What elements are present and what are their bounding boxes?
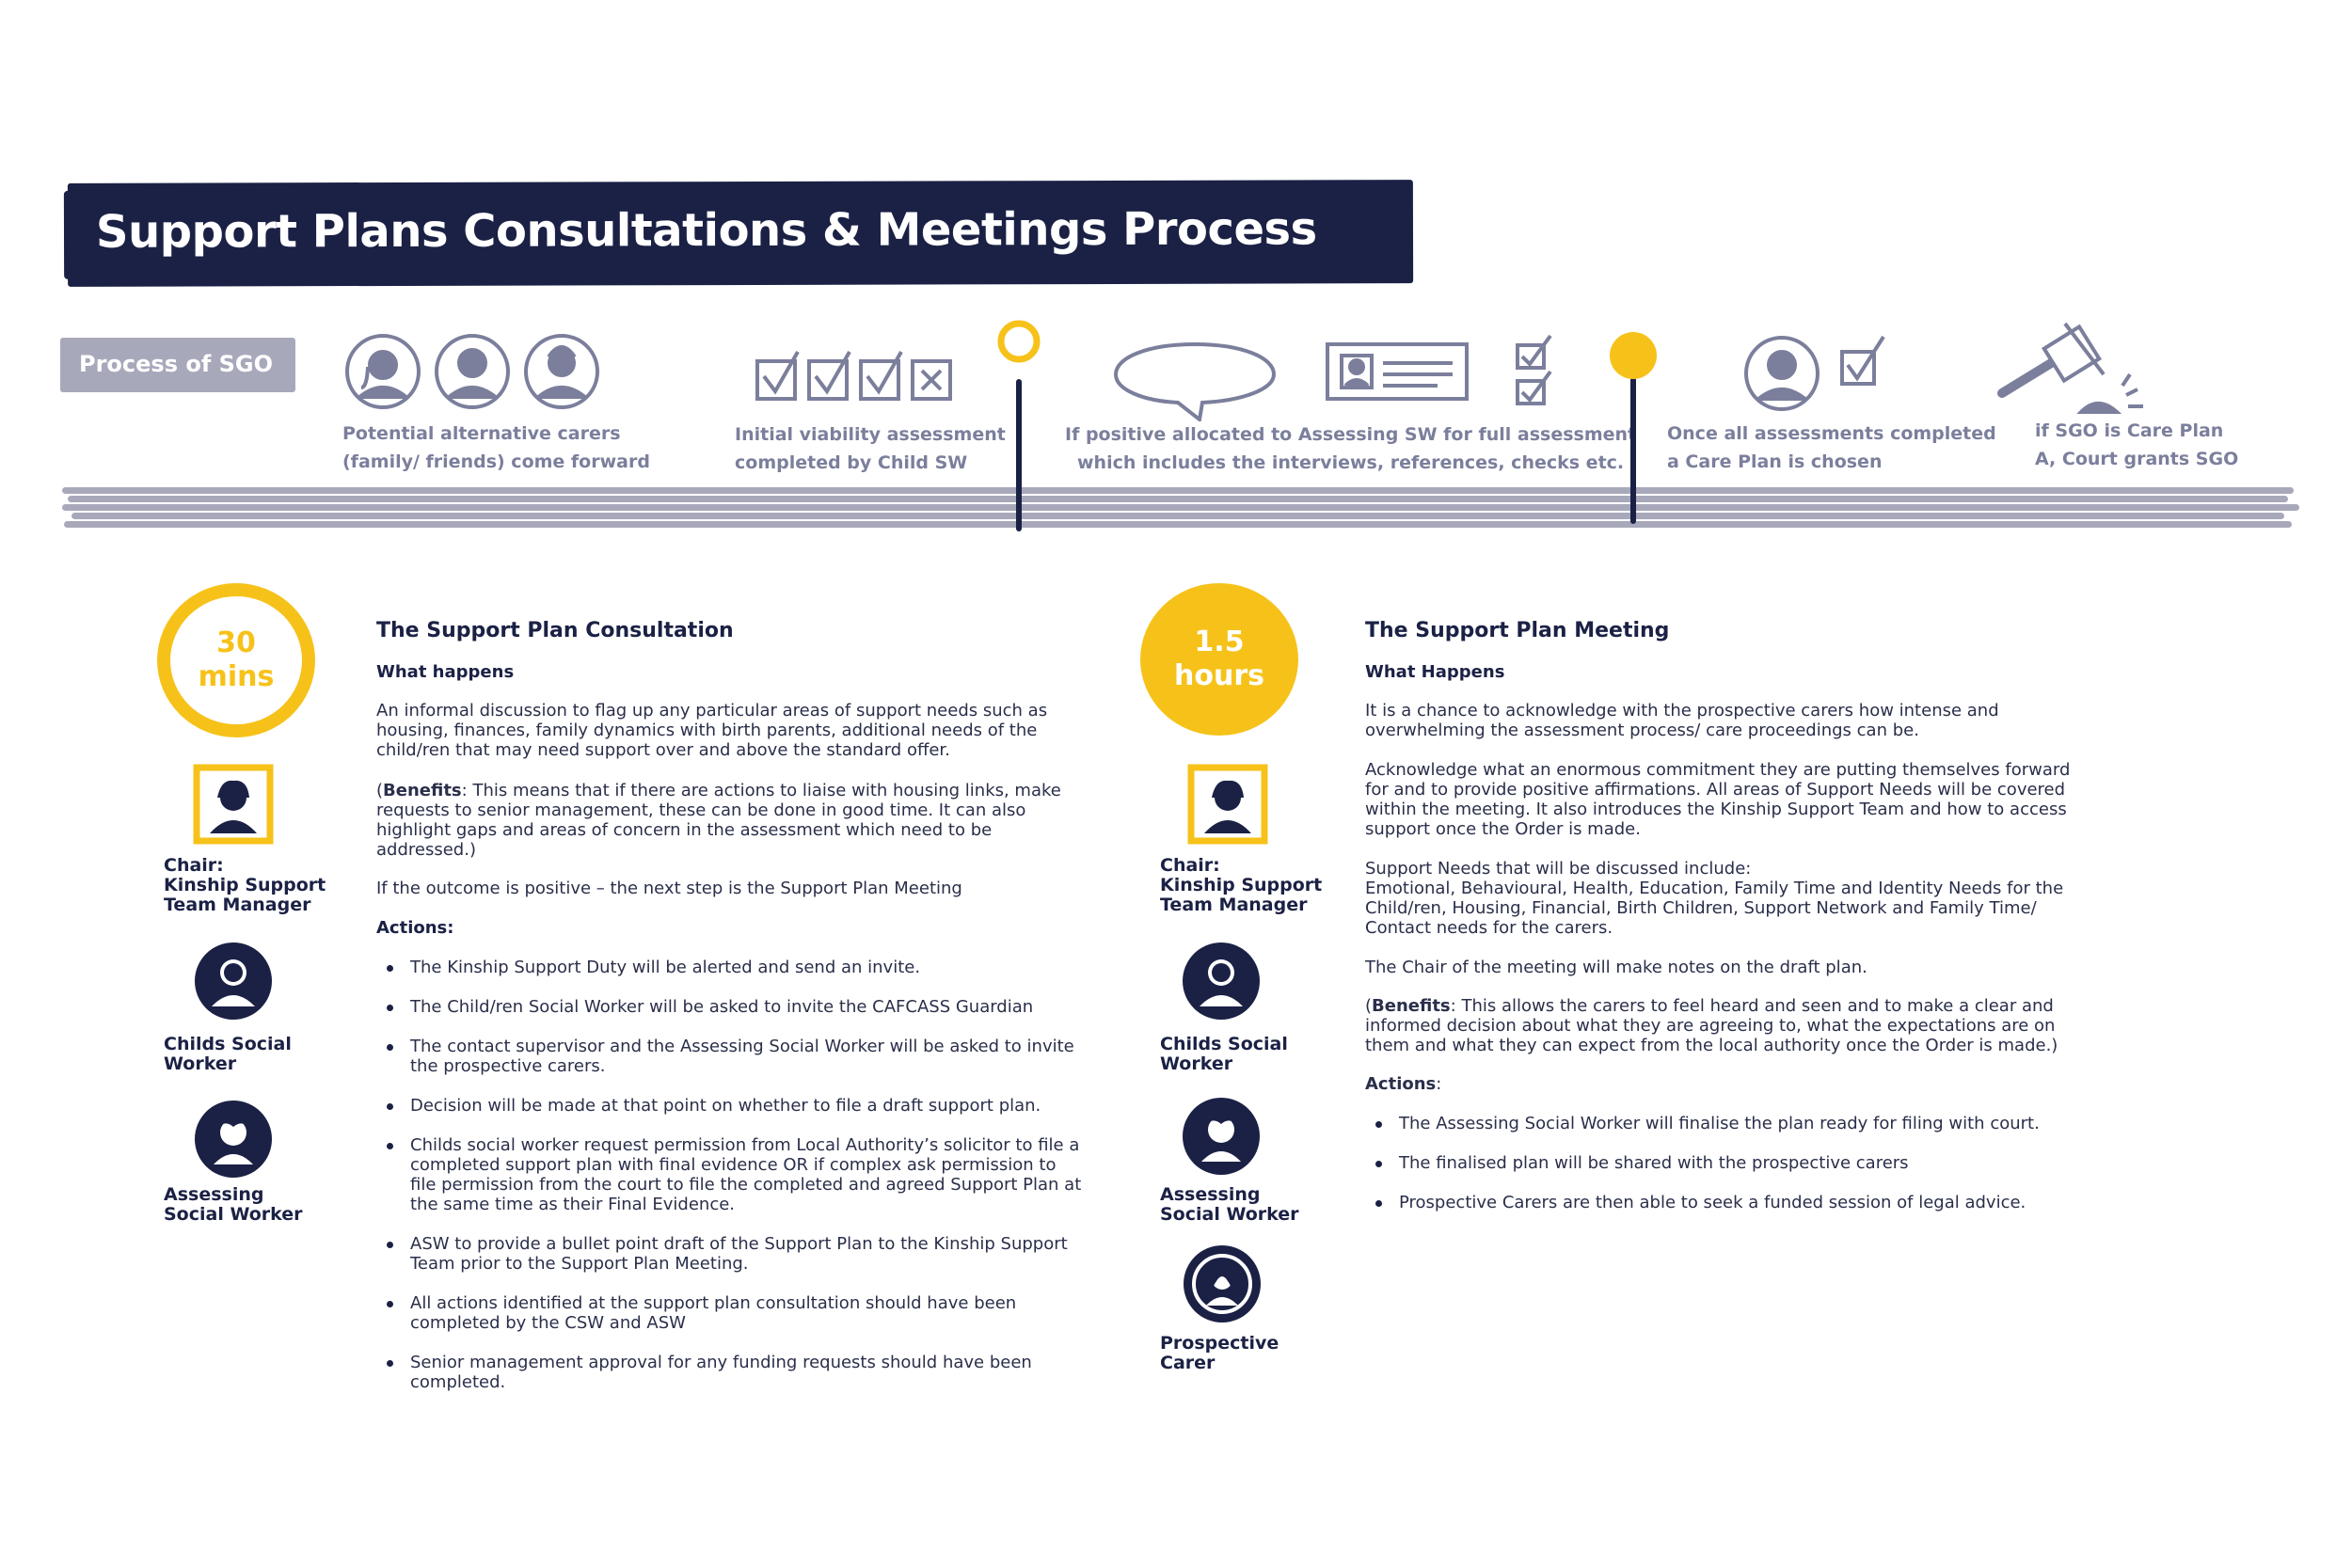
list-item: Decision will be made at that point on whether to file a draft support plan. [376, 1096, 1082, 1116]
step-4-caption-line-2: a Care Plan is chosen [1667, 451, 1883, 472]
role-line: Team Manager [1160, 895, 1308, 915]
consultation-actions-label: Actions: [376, 918, 454, 938]
consultation-role-assessing-sw [164, 1185, 303, 1225]
list-item: Senior management approval for any funding requests should have been completed. [376, 1353, 1082, 1392]
assessment-checkboxes [755, 350, 954, 404]
meeting-actions-heading: Actions: [1365, 1074, 1442, 1094]
meeting-para-4: The Chair of the meeting will make notes on the draft plan. [1365, 958, 1867, 977]
meeting-para-1: It is a chance to acknowledge with the prospective carers how intense and overwhelming the assessment process/ care proceedings can be. [1365, 701, 1999, 740]
consultation-title: The Support Plan Consultation [376, 619, 734, 642]
consultation-benefits: (Benefits: This means that if there are actions to liaise with housing links, make requests to senior management, these can be done in good time. It can also highlight gaps and areas of concern in the assessment which need to be addressed.) [376, 781, 1061, 860]
role-line: Worker [1160, 1053, 1233, 1074]
meeting-para-3-rest: Emotional, Behavioural, Health, Education, Family Time and Identity Needs for the Child/ren, Housing, Financial, Birth Children, Support Network and Family Time/ Contact needs for the carers. [1365, 879, 2064, 938]
role-line: Team Manager [164, 895, 311, 915]
list-item: All actions identified at the support plan consultation should have been completed by the CSW and ASW [376, 1293, 1082, 1333]
process-label-text: Process of SGO [79, 351, 274, 377]
benefits-text: : This allows the carers to feel heard and seen and to make a clear and informed decision about what they are agreeing to, what the expectations are on them and what they can expect from the local authority once the Order is made.) [1365, 996, 2058, 1055]
step-1-caption [342, 420, 650, 476]
list-item: The contact supervisor and the Assessing Social Worker will be asked to invite the prospective carers. [376, 1037, 1082, 1076]
person-icon [1746, 338, 1818, 409]
list-item: The finalised plan will be shared with the prospective carers [1365, 1153, 2080, 1173]
process-label [60, 338, 295, 392]
consultation-what-text: An informal discussion to flag up any particular areas of support needs such as housing, finances, family dynamics with birth parents, additional needs of the child/ren that may need support over and above the standard offer. [376, 701, 1048, 760]
childs-social-worker-icon [193, 941, 274, 1022]
step-4-caption [1667, 420, 1996, 476]
step-5-caption-line-1: if SGO is Care Plan [2035, 420, 2224, 441]
list-item: The Child/ren Social Worker will be asked to invite the CAFCASS Guardian [376, 997, 1082, 1017]
role-line: Social Worker [164, 1204, 303, 1225]
list-item: Childs social worker request permission from Local Authority’s solicitor to file a completed support plan with final evidence OR if complex ask permission to file permission from the court to file the completed and agreed Support Plan at the same time as their Final Evidence. [376, 1135, 1082, 1214]
page-title: Support Plans Consultations & Meetings Process [95, 202, 1317, 259]
id-card-icon [1325, 339, 1470, 404]
speech-bubble-icon [1110, 337, 1279, 421]
role-line: Carer [1160, 1353, 1216, 1373]
role-line: Assessing [1160, 1184, 1261, 1205]
chair-portrait-icon [1187, 764, 1268, 845]
step-2-caption [735, 420, 1006, 477]
consultation-duration-value: 30 [216, 626, 256, 659]
step-1-caption-line-2: (family/ friends) come forward [342, 451, 650, 472]
timeline-bar [62, 487, 2299, 531]
step-5-caption-line-2: A, Court grants SGO [2035, 449, 2239, 469]
role-line: Kinship Support [1160, 875, 1323, 895]
role-line: Chair: [1160, 855, 1220, 876]
care-plan-icons [1742, 331, 1893, 416]
role-line: Childs Social [164, 1034, 292, 1054]
woman-icon [526, 336, 597, 407]
meeting-role-chair [1160, 856, 1322, 915]
role-line: Kinship Support [164, 875, 326, 895]
step-3-caption-line-1: If positive allocated to Assessing SW for full assessment [1065, 424, 1637, 445]
consultation-role-chair [164, 856, 326, 915]
prospective-carer-icon [1182, 1243, 1263, 1324]
meeting-benefits: (Benefits: This allows the carers to feel heard and seen and to make a clear and informed decision about what they are agreeing to, what the expectations are on them and what they can expect from the local authority once the Order is made.) [1365, 996, 2058, 1055]
title-banner [68, 180, 1413, 287]
benefits-label: Benefits [383, 781, 462, 800]
list-item: ASW to provide a bullet point draft of the Support Plan to the Kinship Support Team prior to the Support Plan Meeting. [376, 1234, 1082, 1274]
role-line: Assessing [164, 1184, 264, 1205]
step-4-caption-line-1: Once all assessments completed [1667, 423, 1996, 444]
consultation-actions-list [376, 958, 1082, 1412]
step-5-caption [2035, 417, 2238, 473]
woman-icon [347, 336, 419, 407]
role-line: Chair: [164, 855, 224, 876]
role-line: Prospective [1160, 1333, 1279, 1354]
meeting-title: The Support Plan Meeting [1365, 619, 1670, 642]
meeting-para-3 [1365, 859, 2080, 938]
meeting-para-2: Acknowledge what an enormous commitment they are putting themselves forward for and to provide positive affirmations. All areas of Support Needs will be covered within the meeting. It also introduces the Kinship Support Team and how to access support once the Order is made. [1365, 760, 2071, 839]
step-1-caption-line-1: Potential alternative carers [342, 423, 621, 444]
benefits-label: Benefits [1372, 996, 1451, 1016]
step-3-caption-line-2: which includes the interviews, references, checks etc. [1076, 452, 1625, 473]
list-item: The Assessing Social Worker will finalise the plan ready for filing with court. [1365, 1114, 2080, 1133]
checklist-icon [1515, 334, 1554, 409]
meeting-duration-badge [1140, 583, 1298, 736]
consultation-outcome: If the outcome is positive – the next step is the Support Plan Meeting [376, 879, 962, 898]
consultation-milestone-marker [995, 316, 1042, 532]
meeting-what-label: What Happens [1365, 662, 1505, 682]
gavel-icon [1994, 318, 2154, 421]
meeting-role-assessing-sw [1160, 1185, 1299, 1225]
tick-icon [1842, 337, 1883, 384]
childs-social-worker-icon [1181, 941, 1262, 1022]
assessing-social-worker-icon [193, 1099, 274, 1180]
meeting-duration-unit: hours [1174, 659, 1264, 692]
role-line: Childs Social [1160, 1034, 1288, 1054]
meeting-actions-list [1365, 1114, 2080, 1232]
meeting-duration-value: 1.5 [1194, 626, 1245, 658]
meeting-actions-label: Actions [1365, 1074, 1437, 1094]
consultation-what-label: What happens [376, 662, 515, 682]
meeting-para-3-line-1: Support Needs that will be discussed include: [1365, 859, 1752, 879]
consultation-duration-badge [157, 583, 315, 737]
meeting-role-childs-sw [1160, 1035, 1288, 1074]
step-2-caption-line-1: Initial viability assessment [735, 424, 1006, 445]
role-line: Social Worker [1160, 1204, 1299, 1225]
step-3-caption [1065, 420, 1636, 477]
benefits-text: : This means that if there are actions to liaise with housing links, make requests to senior management, these can be done in good time. It can also highlight gaps and areas of concern in the assessment which need to be addressed.) [376, 781, 1061, 860]
role-line: Worker [164, 1053, 237, 1074]
list-item: The Kinship Support Duty will be alerted and send an invite. [376, 958, 1082, 977]
carers-icons [341, 329, 604, 414]
assessing-social-worker-icon [1181, 1096, 1262, 1177]
consultation-role-childs-sw [164, 1035, 292, 1074]
meeting-role-prospective-carer [1160, 1334, 1279, 1373]
list-item: Prospective Carers are then able to seek a funded session of legal advice. [1365, 1193, 2080, 1212]
chair-portrait-icon [193, 764, 274, 845]
man-icon [437, 336, 508, 407]
step-2-caption-line-2: completed by Child SW [735, 452, 968, 473]
meeting-milestone-marker [1607, 331, 1663, 525]
consultation-duration-unit: mins [198, 660, 275, 693]
